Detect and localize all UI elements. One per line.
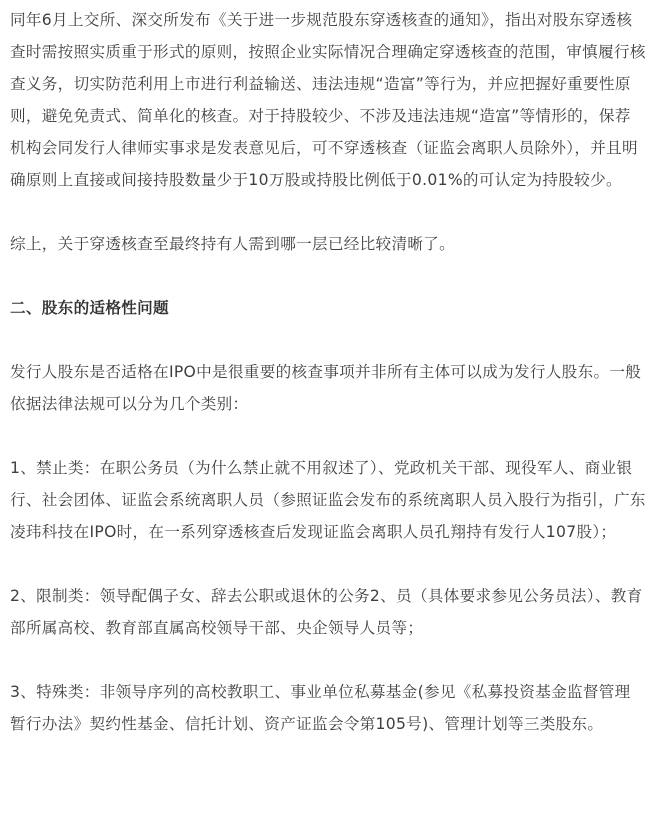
paragraph-summary: 综上，关于穿透核查至最终持有人需到哪一层已经比较清晰了。 (10, 235, 456, 253)
paragraph-shareholder-eligibility: 发行人股东是否适格在IPO中是很重要的核查事项并非所有主体可以成为发行人股东。一般依据法律法规可以分为几个类别： (10, 363, 642, 413)
paragraph-penetration-notice: 同年6月上交所、深交所发布《关于进一步规范股东穿透核查的通知》，指出对股东穿透核查时需按照实质重于形式的原则，按照企业实际情况合理确定穿透核查的范围，审慎履行核查义务，切实防范利用上市进行利益输送、违法违规“造富”等行为，并应把握好重要性原则，避免免责式、简单化的核查。对于持股较少、不涉及违法违规“造富”等情形的，保荐机构会同发行人律师实事求是发表意见后，可不穿透核查（证监会离职人员除外），并且明确原则上直接或间接持股数量少于10万股或持股比例低于0.01%的可认定为持股较少。 (10, 11, 646, 189)
list-item-restricted: 2、限制类：领导配偶子女、辞去公职或退休的公务2、员（具体要求参见公务员法）、教育部所属高校、教育部直属高校领导干部、央企领导人员等； (10, 587, 643, 637)
list-item-special: 3、特殊类：非领导序列的高校教职工、事业单位私募基金(参见《私募投资基金监督管理暂行办法》契约性基金、信托计划、资产证监会令第105号)、管理计划等三类股东。 (10, 683, 631, 733)
section-heading: 二、股东的适格性问题 (10, 299, 169, 317)
list-item-prohibited: 1、禁止类：在职公务员（为什么禁止就不用叙述了）、党政机关干部、现役军人、商业银行、社会团体、证监会系统离职人员（参照证监会发布的系统离职人员入股行为指引，广东凌玮科技在IPO时，在一系列穿透核查后发现证监会离职人员孔翔持有发行人107股）； (10, 459, 646, 541)
article-body (10, 4, 646, 740)
